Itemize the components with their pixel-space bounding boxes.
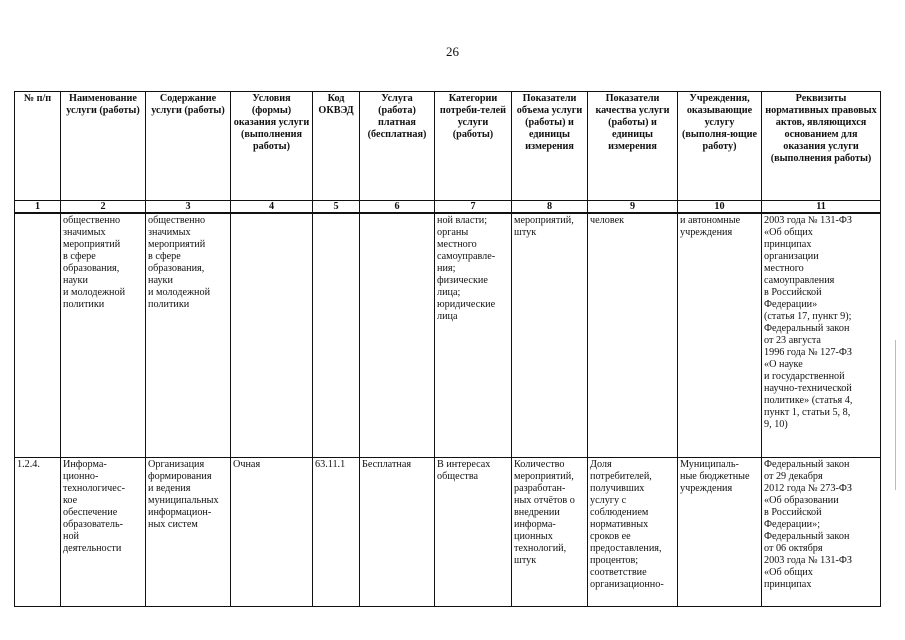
cell-okved <box>313 213 360 458</box>
page-number: 26 <box>446 44 459 59</box>
cell-okved: 63.11.1 <box>313 458 360 607</box>
table-header-row <box>15 92 881 201</box>
cell-num: 1.2.4. <box>15 458 61 607</box>
services-table <box>14 91 881 607</box>
cell-paid <box>360 213 435 458</box>
cell-consumers: В интересах общества <box>435 458 512 607</box>
column-number: 10 <box>678 201 762 214</box>
column-number: 5 <box>313 201 360 214</box>
cell-volume: Количество мероприятий, разработан- ных отчётов о внедрении информа- ционных технологий, штук <box>512 458 588 607</box>
cell-name: Информа- ционно- технологичес- кое обеспечение образователь- ной деятельности <box>61 458 146 607</box>
cell-consumers: ной власти; органы местного самоуправле- ния; физические лица; юридические лица <box>435 213 512 458</box>
cell-legal: 2003 года № 131-ФЗ «Об общих принципах организации местного самоуправления в Российской Федерации» (статья 17, пункт 9); Федеральный закон от 23 августа 1996 года № 127-ФЗ «О науке и государственной научно-технической политике» (статья 4, пункт 1, статьи 5, 8, 9, 10) <box>762 213 881 458</box>
cell-content: общественно значимых мероприятий в сфере образования, науки и молодежной политики <box>146 213 231 458</box>
cell-volume: мероприятий, штук <box>512 213 588 458</box>
column-number: 3 <box>146 201 231 214</box>
cell-institutions: и автономные учреждения <box>678 213 762 458</box>
header-institutions: Учреждения, оказывающие услугу (выполня-ющие работу) <box>678 92 762 201</box>
column-number: 11 <box>762 201 881 214</box>
header-okved: Код ОКВЭД <box>313 92 360 201</box>
cell-conditions <box>231 213 313 458</box>
column-number: 4 <box>231 201 313 214</box>
scan-artifact-line <box>895 340 896 490</box>
cell-quality: Доля потребителей, получивших услугу с соблюдением нормативных сроков ее предоставления, процентов; соответствие организационно- <box>588 458 678 607</box>
header-content: Содержание услуги (работы) <box>146 92 231 201</box>
cell-conditions: Очная <box>231 458 313 607</box>
header-conditions: Условия (формы) оказания услуги (выполнения работы) <box>231 92 313 201</box>
table-row <box>15 213 881 458</box>
column-number: 8 <box>512 201 588 214</box>
cell-name: общественно значимых мероприятий в сфере образования, науки и молодежной политики <box>61 213 146 458</box>
cell-institutions: Муниципаль- ные бюджетные учреждения <box>678 458 762 607</box>
column-number: 9 <box>588 201 678 214</box>
header-volume: Показатели объема услуги (работы) и единицы измерения <box>512 92 588 201</box>
header-num: № п/п <box>15 92 61 201</box>
header-quality: Показатели качества услуги (работы) и единицы измерения <box>588 92 678 201</box>
cell-num <box>15 213 61 458</box>
cell-quality: человек <box>588 213 678 458</box>
header-legal: Реквизиты нормативных правовых актов, являющихся основанием для оказания услуги (выполнения работы) <box>762 92 881 201</box>
column-numbers-row <box>15 201 881 214</box>
column-number: 1 <box>15 201 61 214</box>
header-consumers: Категории потреби-телей услуги (работы) <box>435 92 512 201</box>
cell-paid: Бесплатная <box>360 458 435 607</box>
column-number: 2 <box>61 201 146 214</box>
cell-legal: Федеральный закон от 29 декабря 2012 года № 273-ФЗ «Об образовании в Российской Федерации»; Федеральный закон от 06 октября 2003 года № 131-ФЗ «Об общих принципах <box>762 458 881 607</box>
table-row <box>15 458 881 607</box>
column-number: 7 <box>435 201 512 214</box>
header-name: Наименование услуги (работы) <box>61 92 146 201</box>
cell-content: Организация формирования и ведения муниципальных информацион- ных систем <box>146 458 231 607</box>
header-paid: Услуга (работа) платная (бесплатная) <box>360 92 435 201</box>
column-number: 6 <box>360 201 435 214</box>
